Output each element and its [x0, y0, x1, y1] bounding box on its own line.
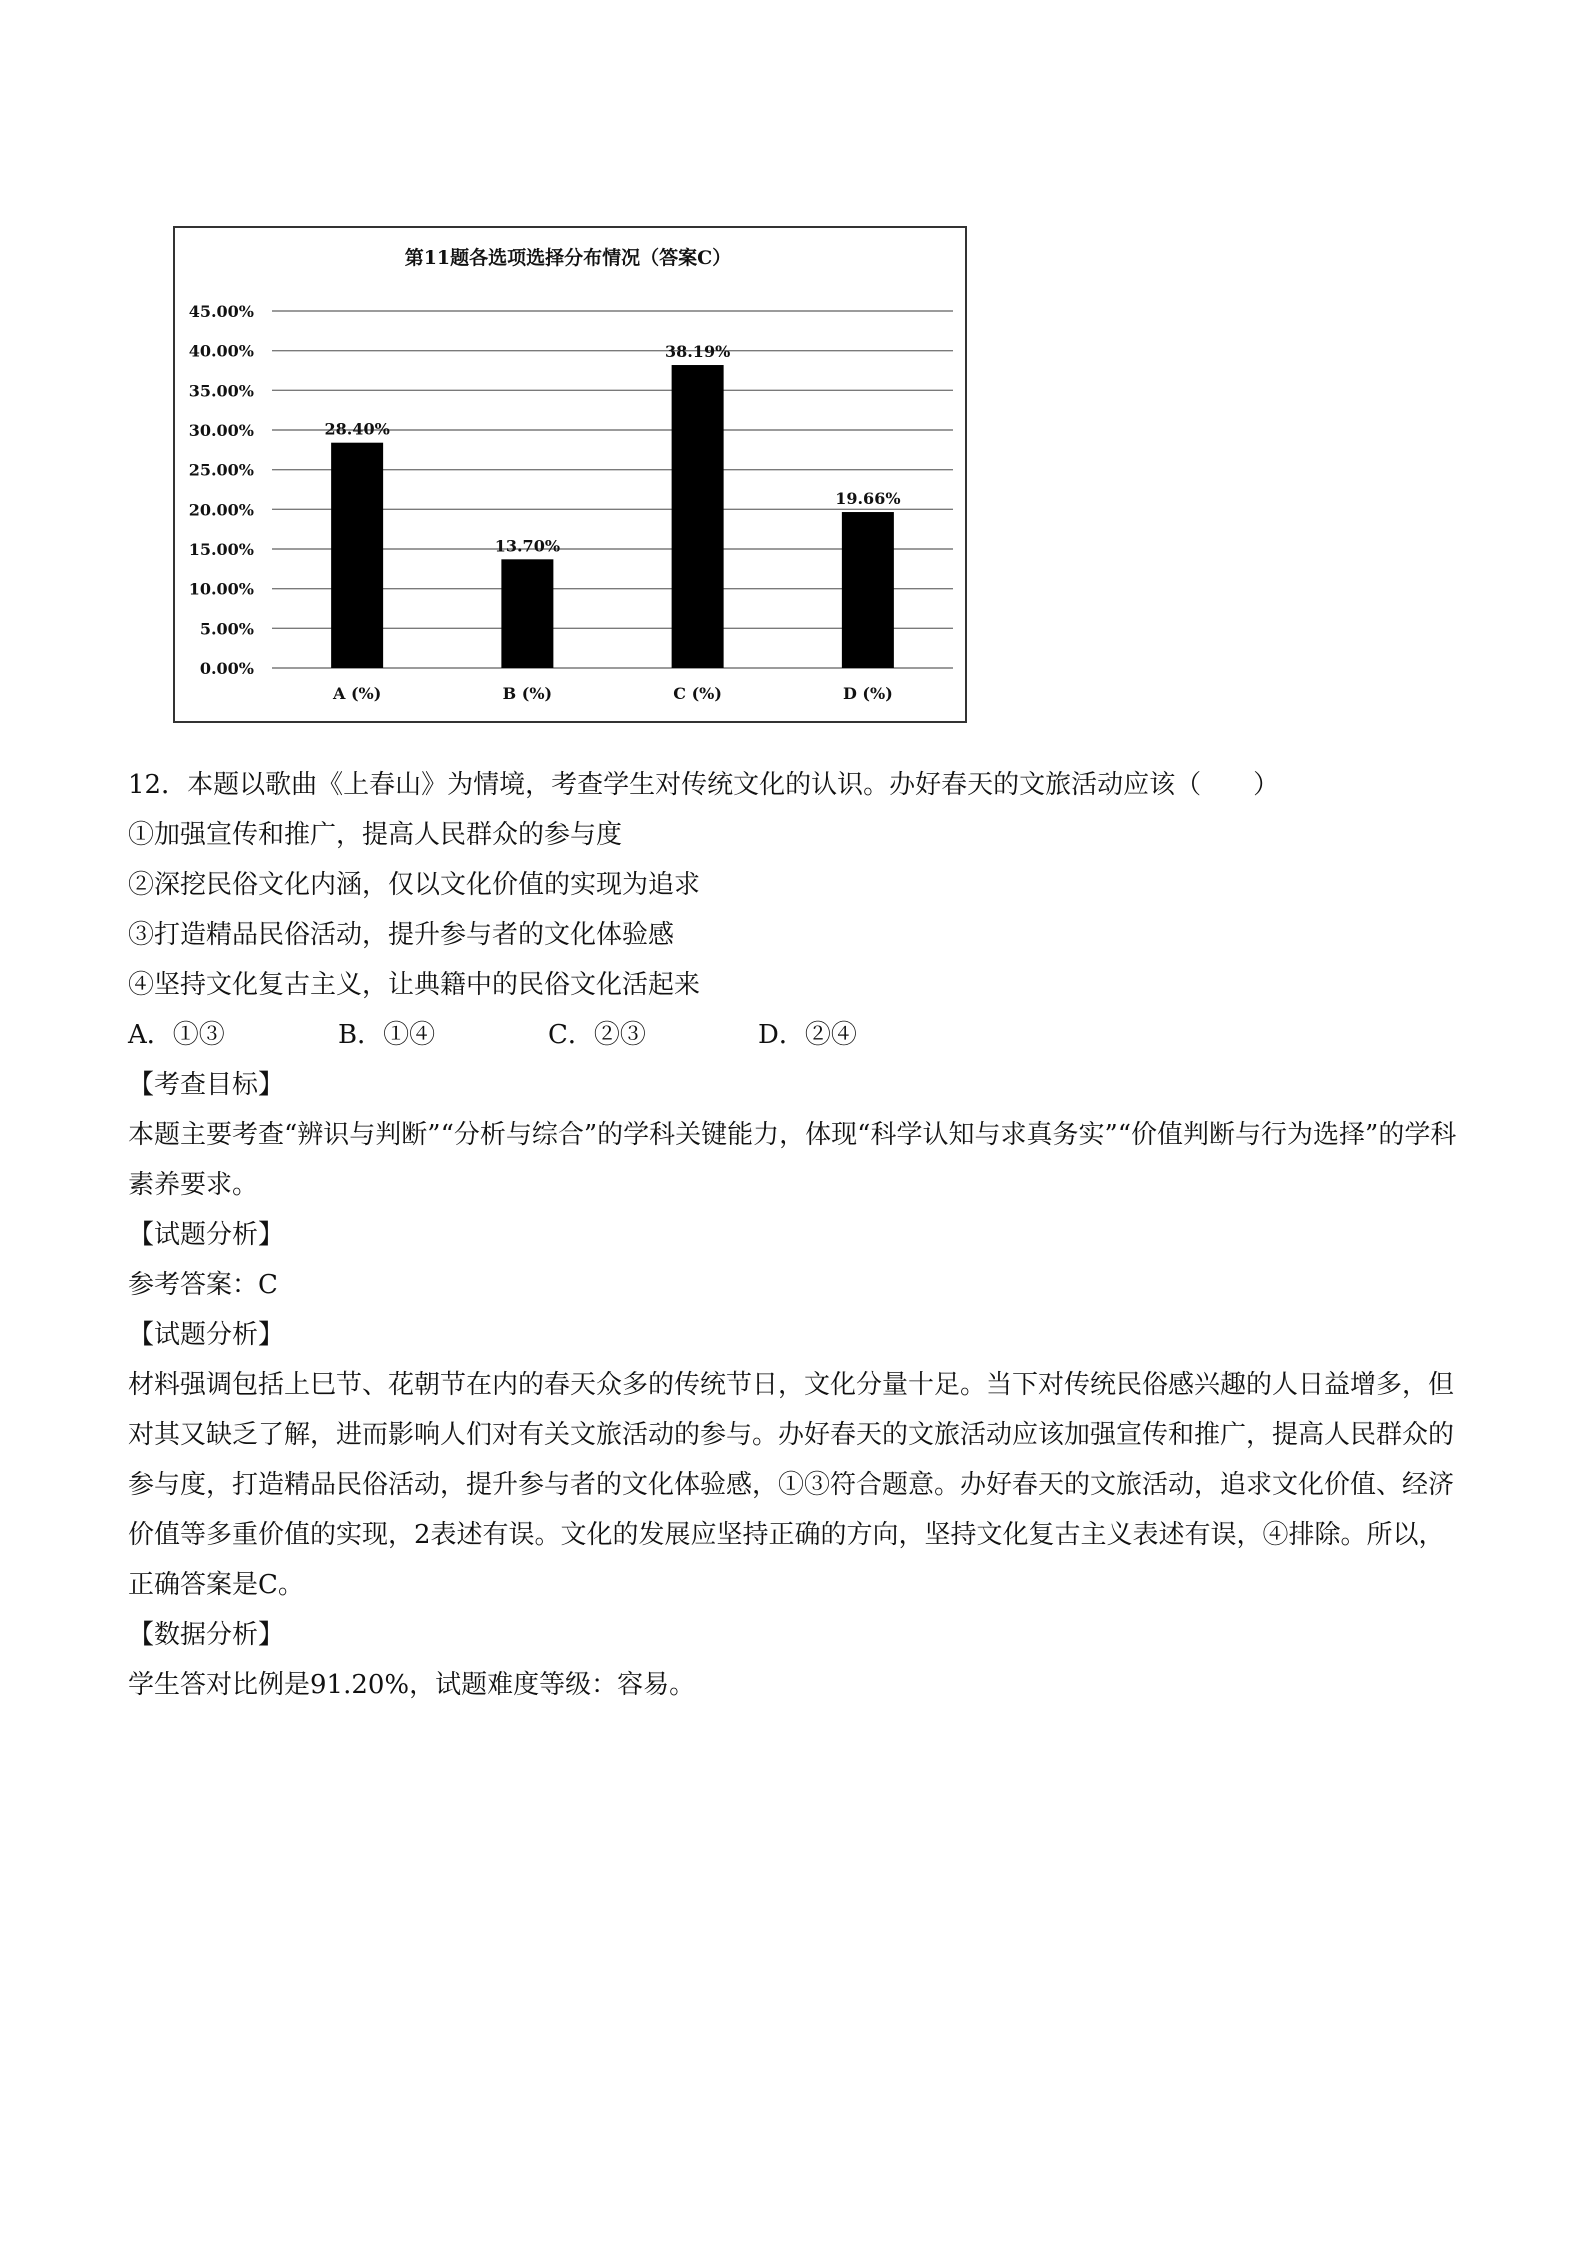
goal-text: 本题主要考查“辨识与判断”“分析与综合”的学科关键能力，体现“科学认知与求真务实”“价值判断与行为选择”的学科素养要求。	[128, 1120, 1457, 1200]
statement-2: ②深挖民俗文化内涵，仅以文化价值的实现为追求	[128, 870, 701, 900]
data-analysis-text: 学生答对比例是91.20%，试题难度等级：容易。	[128, 1670, 696, 1700]
section-heading-data: 【数据分析】	[128, 1620, 285, 1650]
y-tick-label: 30.00%	[188, 421, 254, 440]
section-heading-goal: 【考查目标】	[128, 1070, 285, 1100]
bar	[501, 559, 553, 668]
bar	[331, 443, 383, 668]
x-tick-label: B (%)	[502, 684, 553, 703]
x-tick-label: A (%)	[332, 684, 382, 703]
y-tick-label: 45.00%	[188, 302, 254, 321]
statement-3: ③打造精品民俗活动，提升参与者的文化体验感	[128, 920, 675, 950]
y-tick-label: 5.00%	[199, 619, 254, 639]
chart-canvas	[175, 228, 965, 721]
bar	[842, 512, 894, 668]
bar-chart	[173, 226, 967, 723]
section-heading-analysis-2: 【试题分析】	[128, 1320, 285, 1350]
data-label: 28.40%	[324, 419, 390, 439]
analysis-text: 材料强调包括上巳节、花朝节在内的春天众多的传统节日，文化分量十足。当下对传统民俗感兴趣的人日益增多，但对其又缺乏了解，进而影响人们对有关文旅活动的参与。办好春天的文旅活动应该加强宣传和推广，提高人民群众的参与度，打造精品民俗活动，提升参与者的文化体验感，①③符合题意。办好春天的文旅活动，追求文化价值、经济价值等多重价值的实现，2表述有误。文化的发展应坚持正确的方向，坚持文化复古主义表述有误，④排除。所以，正确答案是C。	[128, 1370, 1455, 1600]
y-tick-label: 35.00%	[188, 381, 254, 401]
x-tick-label: C (%)	[673, 684, 722, 703]
answer-options	[128, 1010, 1468, 1060]
statement-1: ①加强宣传和推广，提高人民群众的参与度	[128, 820, 623, 850]
data-label: 13.70%	[494, 536, 561, 556]
reference-answer: 参考答案：C	[128, 1270, 278, 1300]
y-tick-label: 25.00%	[188, 460, 254, 480]
option-b: B．①④	[338, 1020, 436, 1050]
y-tick-label: 40.00%	[188, 341, 254, 361]
option-a: A．①③	[128, 1020, 225, 1050]
statement-4: ④坚持文化复古主义，让典籍中的民俗文化活起来	[128, 970, 701, 1000]
question-stem: 12．本题以歌曲《上春山》为情境，考查学生对传统文化的认识。办好春天的文旅活动应该（ ）	[128, 770, 1280, 800]
bar	[672, 365, 724, 668]
x-tick-label: D (%)	[842, 684, 893, 703]
y-tick-label: 10.00%	[188, 579, 254, 599]
option-d: D．②④	[758, 1020, 857, 1050]
section-heading-analysis: 【试题分析】	[128, 1220, 285, 1250]
y-tick-label: 15.00%	[188, 540, 254, 559]
y-tick-label: 20.00%	[188, 500, 254, 520]
document-body	[128, 760, 1468, 1710]
data-label: 19.66%	[835, 489, 901, 509]
data-label: 38.19%	[664, 342, 731, 362]
y-tick-label: 0.00%	[199, 659, 254, 678]
chart-title: 第11题各选项选择分布情况（答案C）	[404, 247, 732, 269]
option-c: C．②③	[548, 1020, 646, 1050]
